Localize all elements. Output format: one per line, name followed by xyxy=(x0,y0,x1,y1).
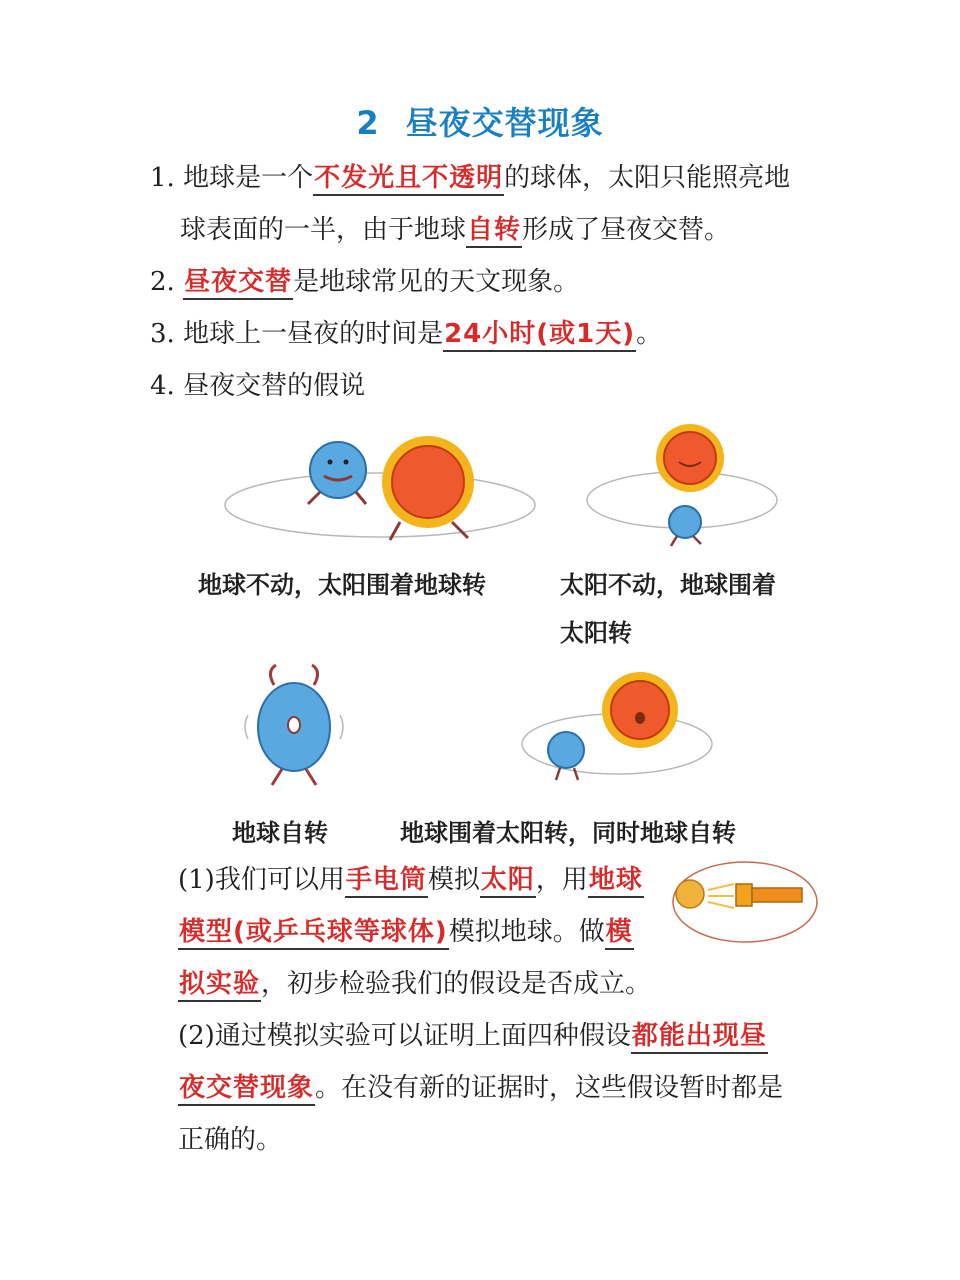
answer-blank: 拟实验 xyxy=(178,969,261,1002)
caption-hypothesis-2-line-1: 太阳不动，地球围着 xyxy=(560,571,776,599)
para-2-line-3 xyxy=(178,1122,282,1158)
answer-blank: 昼夜交替 xyxy=(183,267,293,300)
illustration-earth-orbits-sun xyxy=(585,430,780,550)
answer-blank: 都能出现昼 xyxy=(631,1021,768,1054)
item-3 xyxy=(150,316,662,352)
earth-icon xyxy=(548,732,584,780)
text: 2. xyxy=(150,267,184,297)
caption-hypothesis-2-line-2: 太阳转 xyxy=(560,619,632,647)
answer-blank: 地球 xyxy=(588,865,644,898)
text: (2)通过模拟实验可以证明上面四种假设 xyxy=(178,1021,631,1051)
para-1-line-3 xyxy=(178,966,651,1002)
text: 1. 地球是一个 xyxy=(150,163,314,193)
earth-icon xyxy=(676,880,704,908)
illustration-sun-orbits-earth xyxy=(220,430,540,550)
text: 是地球常见的天文现象。 xyxy=(293,267,580,297)
answer-blank: 模型(或乒乓球等球体) xyxy=(178,917,449,950)
answer-blank: 手电筒 xyxy=(345,865,428,898)
text: (1)我们可以用 xyxy=(178,865,345,895)
answer-blank: 太阳 xyxy=(480,865,536,898)
title-number: 2 xyxy=(356,104,380,142)
para-1-line-2 xyxy=(178,914,634,950)
text: 4. 昼夜交替的假说 xyxy=(150,371,366,401)
text: 球表面的一半，由于地球 xyxy=(180,215,467,245)
earth-icon xyxy=(245,665,343,785)
text: 形成了昼夜交替。 xyxy=(522,215,731,245)
illustration-earth-rotates xyxy=(240,665,350,790)
illustration-earth-orbits-and-rotates xyxy=(520,672,715,792)
para-1-line-1 xyxy=(178,862,644,898)
sun-icon xyxy=(602,672,678,748)
title-text: 昼夜交替现象 xyxy=(405,104,604,142)
caption-hypothesis-3: 地球自转 xyxy=(232,819,328,847)
item-2 xyxy=(150,264,579,300)
text: 3. 地球上一昼夜的时间是 xyxy=(150,319,444,349)
text: ，用 xyxy=(535,865,588,895)
text: ，初步检验我们的假设是否成立。 xyxy=(261,969,652,999)
answer-blank: 夜交替现象 xyxy=(178,1073,315,1106)
page-title xyxy=(0,98,960,144)
text: 。在没有新的证据时，这些假设暂时都是 xyxy=(315,1073,784,1103)
text: 模拟 xyxy=(427,865,480,895)
earth-icon xyxy=(308,442,366,504)
illustration-flashlight-model xyxy=(670,860,820,950)
item-4 xyxy=(150,368,365,404)
earth-icon xyxy=(669,506,701,546)
item-1-line-2 xyxy=(180,212,730,248)
text: 的球体，太阳只能照亮地 xyxy=(504,163,791,193)
answer-blank: 24小时(或1天) xyxy=(443,319,636,352)
caption-hypothesis-1: 地球不动，太阳围着地球转 xyxy=(198,571,486,599)
text: 正确的。 xyxy=(178,1125,283,1155)
para-2-line-2 xyxy=(178,1070,783,1106)
text: 模拟地球。做 xyxy=(448,917,605,947)
para-2-line-1 xyxy=(178,1018,768,1054)
answer-blank: 不发光且不透明 xyxy=(313,163,504,196)
sun-icon xyxy=(656,424,724,492)
caption-hypothesis-4: 地球围着太阳转，同时地球自转 xyxy=(400,819,736,847)
item-1-line-1 xyxy=(150,160,790,196)
answer-blank: 模 xyxy=(605,917,634,950)
answer-blank: 自转 xyxy=(466,215,522,248)
flashlight-icon xyxy=(736,884,802,906)
text: 。 xyxy=(636,319,663,349)
sun-icon xyxy=(382,436,474,540)
